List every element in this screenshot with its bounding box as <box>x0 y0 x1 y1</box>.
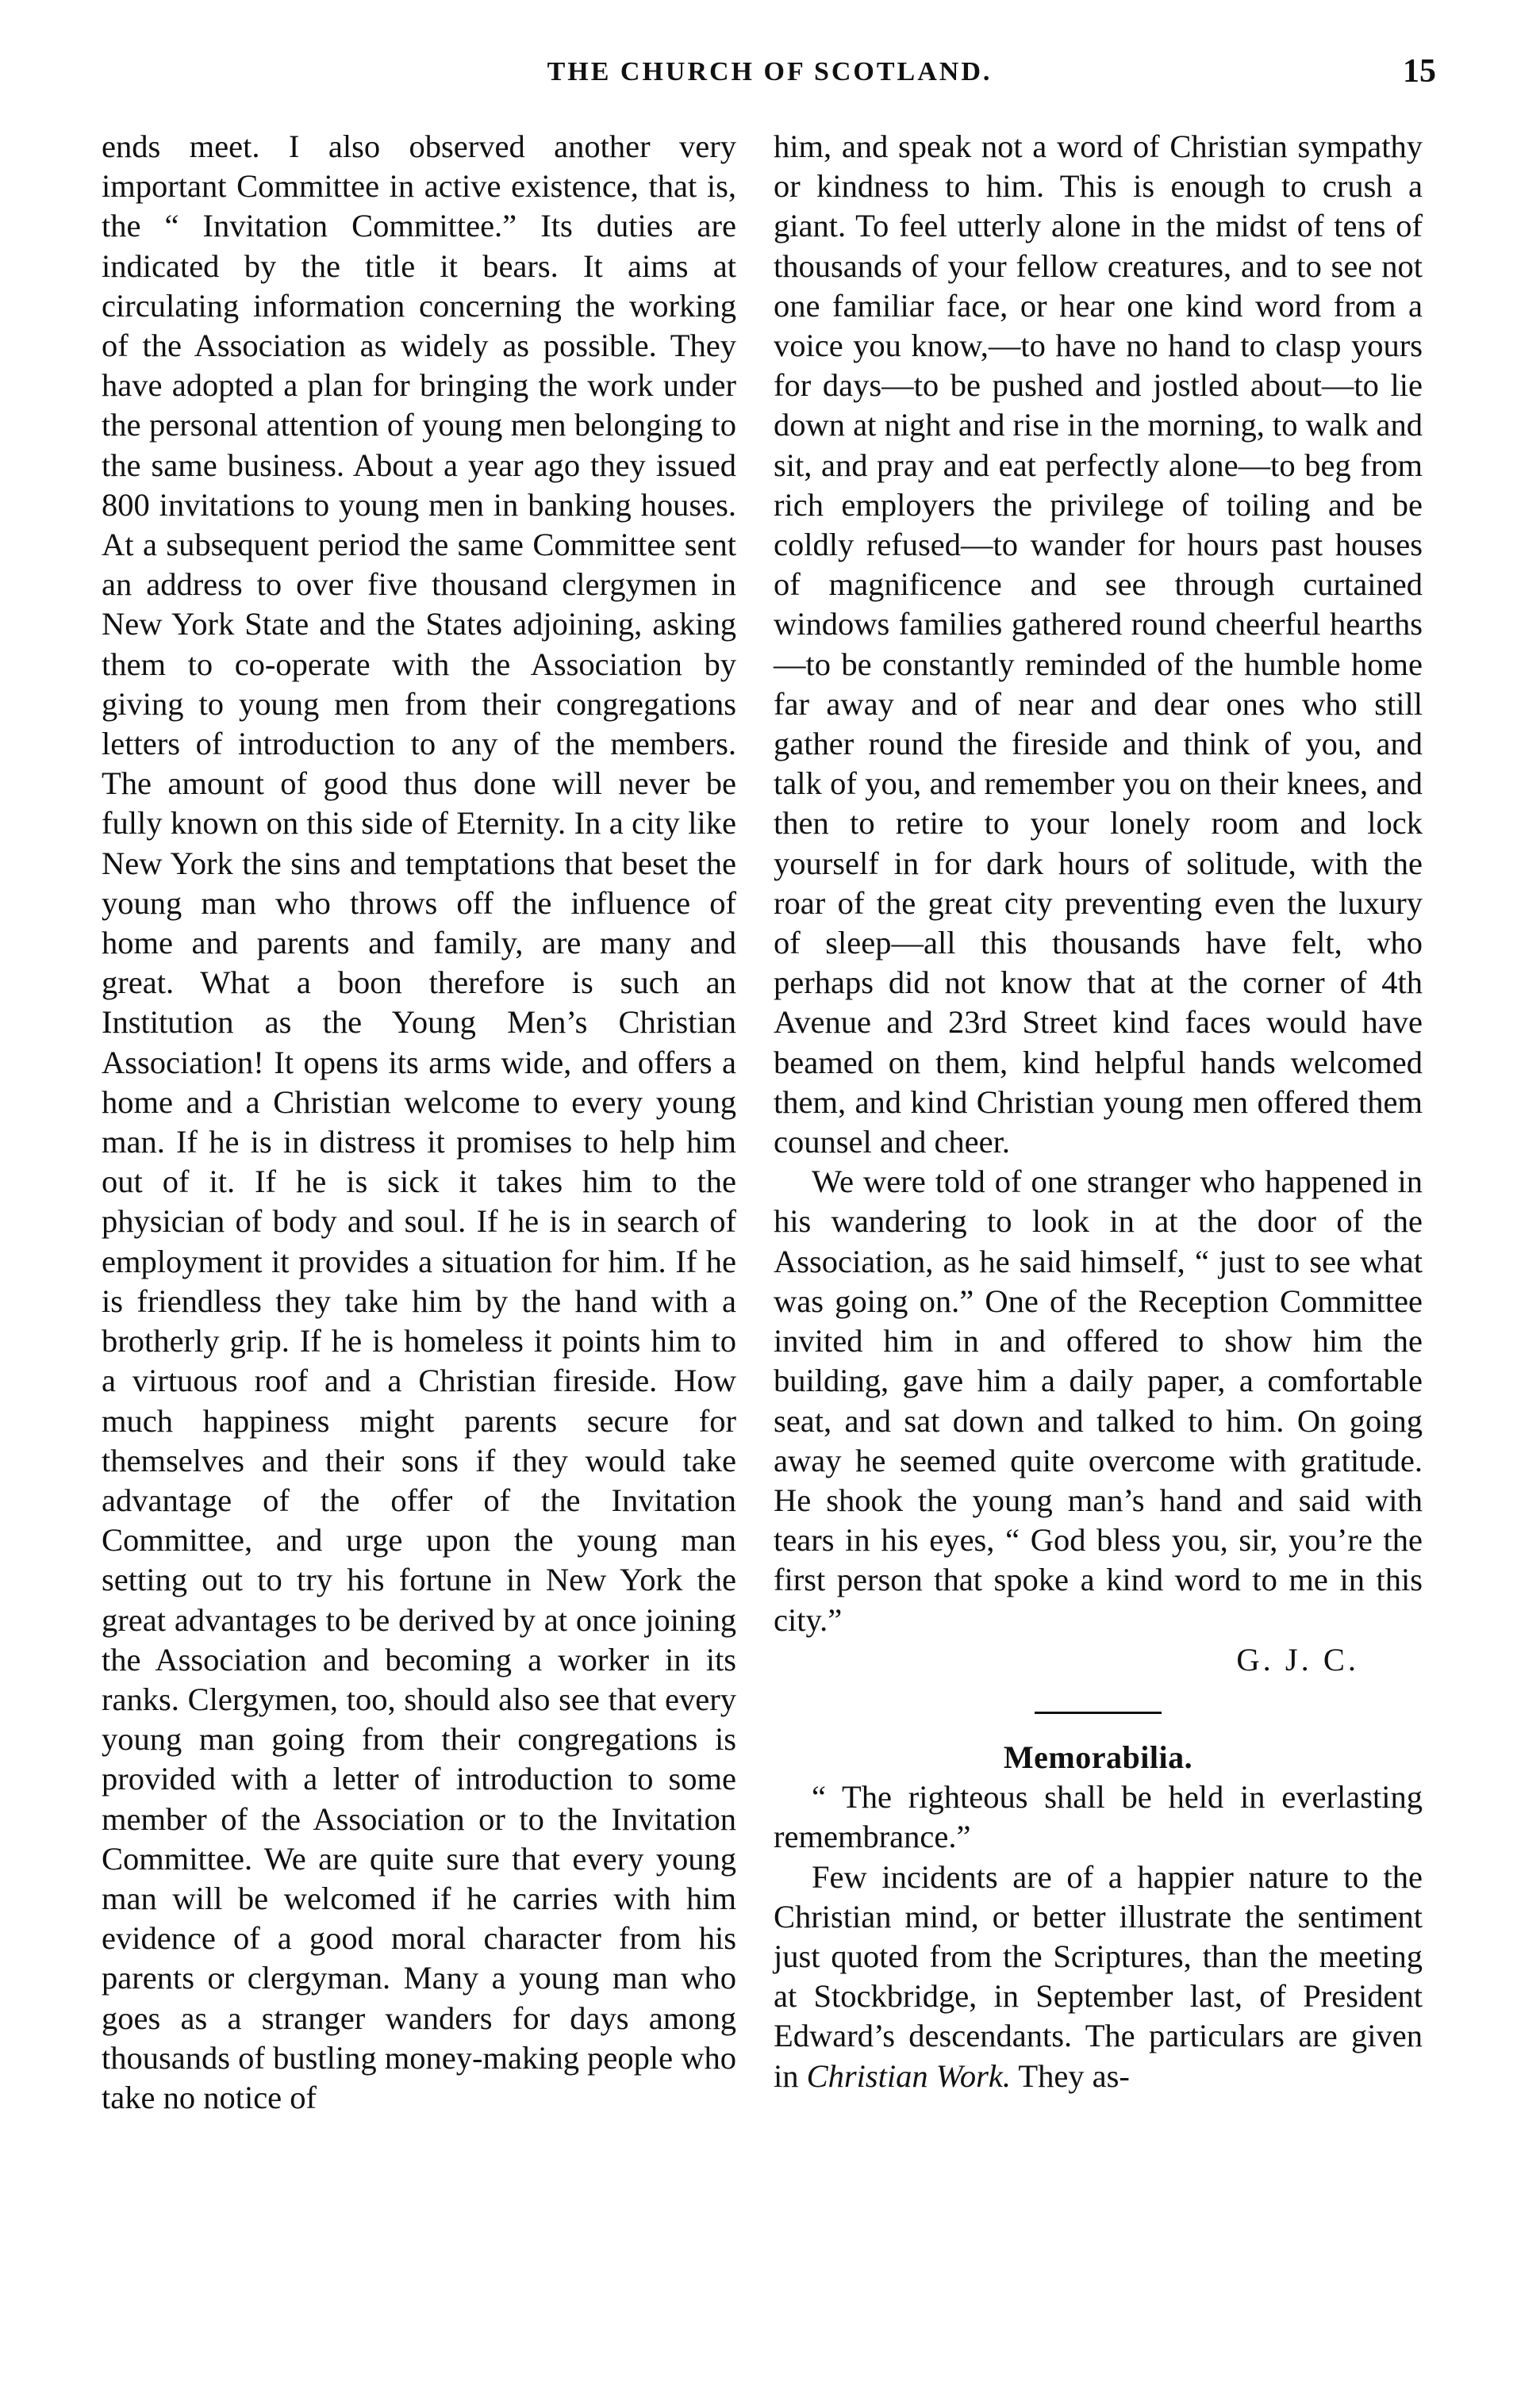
section-divider <box>1035 1712 1162 1714</box>
right-column-paragraph-3 <box>774 1858 1423 2096</box>
paragraph-3-end: They as- <box>1010 2057 1130 2094</box>
page-header <box>103 51 1436 98</box>
left-column-paragraph: ends meet. I also observed another very important Committee in active existence, that is, the “ Invitation Committee.” Its duties are indicated by the title it bears. It aims at circulating information concerning the working of the Association as widely as possible. They have adopted a plan for bringing the work under the personal attention of young men belonging to the same business. About a year ago they issued 800 invitations to young men in banking houses. At a subsequent period the same Committee sent an address to over five thousand clergymen in New York State and the States adjoining, asking them to co-operate with the Association by giving to young men from their congregations letters of introduction to any of the members. The amount of good thus done will never be fully known on this side of Eternity. In a city like New York the sins and temptations that beset the young man who throws off the influence of home and parents and family, are many and great. What a boon therefore is such an Institution as the Young Men’s Christian Association! It opens its arms wide, and offers a home and a Christian welcome to every young man. If he is in distress it promises to help him out of it. If he is sick it takes him to the physician of body and soul. If he is in search of employment it provides a situation for him. If he is friendless they take him by the hand with a brotherly grip. If he is homeless it points him to a virtuous roof and a Christian fireside. How much happiness might parents secure for themselves and their sons if they would take advantage of the offer of the Invitation Committee, and urge upon the young man setting out to try his fortune in New York the great advantages to be derived by at once joining the Association and becoming a worker in its ranks. Clergymen, too, should also see that every young man going from their congregations is provided with a letter of introduction to some member of the Association or to the Invitation Committee. We are quite sure that every young man will be welcomed if he carries with him evidence of a good moral character from his parents or clergyman. Many a young man who goes as a stranger wanders for days among thousands of bustling money-making people who take no notice of <box>102 128 736 2115</box>
paragraph-3-text: Few incidents are of a happier nature to the Christian mind, or better illustrate the sentiment just quoted from the Scriptures, than the meeting at Stockbridge, in September last, of President Edward’s descendants. The particulars are given in <box>774 1858 1423 2094</box>
right-column-paragraph-2: We were told of one stranger who happened in his wandering to look in at the door of the Association, as he said himself, “ just to see what was going on.” One of the Reception Committee invited him in and offered to show him the building, gave him a daily paper, a comfortable seat, and sat down and talked to him. On going away he seemed quite overcome with gratitude. He shook the young man’s hand and said with tears in his eyes, “ God bless you, sir, you’re the first person that spoke a kind word to me in this city.” <box>774 1164 1423 1638</box>
running-head: THE CHURCH OF SCOTLAND. <box>547 57 993 86</box>
scripture-quote: “ The righteous shall be held in everlasting remembrance.” <box>774 1779 1423 1855</box>
author-signature: G. J. C. <box>1236 1641 1359 1678</box>
page-number: 15 <box>1403 53 1436 90</box>
right-column-paragraph-1: him, and speak not a word of Christian sympathy or kindness to him. This is enough to crush a giant. To feel utterly alone in the midst of tens of thousands of your fellow creatures, and to see not one familiar face, or hear one kind word from a voice you know,—to have no hand to clasp yours for days—to be pushed and jostled about—to lie down at night and rise in the morning, to walk and sit, and pray and eat perfectly alone—to beg from rich employers the privilege of toiling and be coldly refused—to wander for hours past houses of magnificence and see through curtained windows families gathered round cheerful hearths—to be constantly reminded of the humble home far away and of near and dear ones who still gather round the fireside and think of you, and talk of you, and remember you on their knees, and then to retire to your lonely room and lock yourself in for dark hours of solitude, with the roar of the great city preventing even the luxury of sleep—all this thousands have felt, who perhaps did not know that at the corner of 4th Avenue and 23rd Street kind faces would have beamed on them, kind helpful hands welcomed them, and kind Christian young men offered them counsel and cheer. <box>774 128 1423 1160</box>
left-column <box>102 127 736 2118</box>
publication-title: Christian Work. <box>806 2057 1011 2094</box>
section-title: Memorabilia. <box>1003 1739 1193 1775</box>
right-column <box>774 127 1423 2096</box>
